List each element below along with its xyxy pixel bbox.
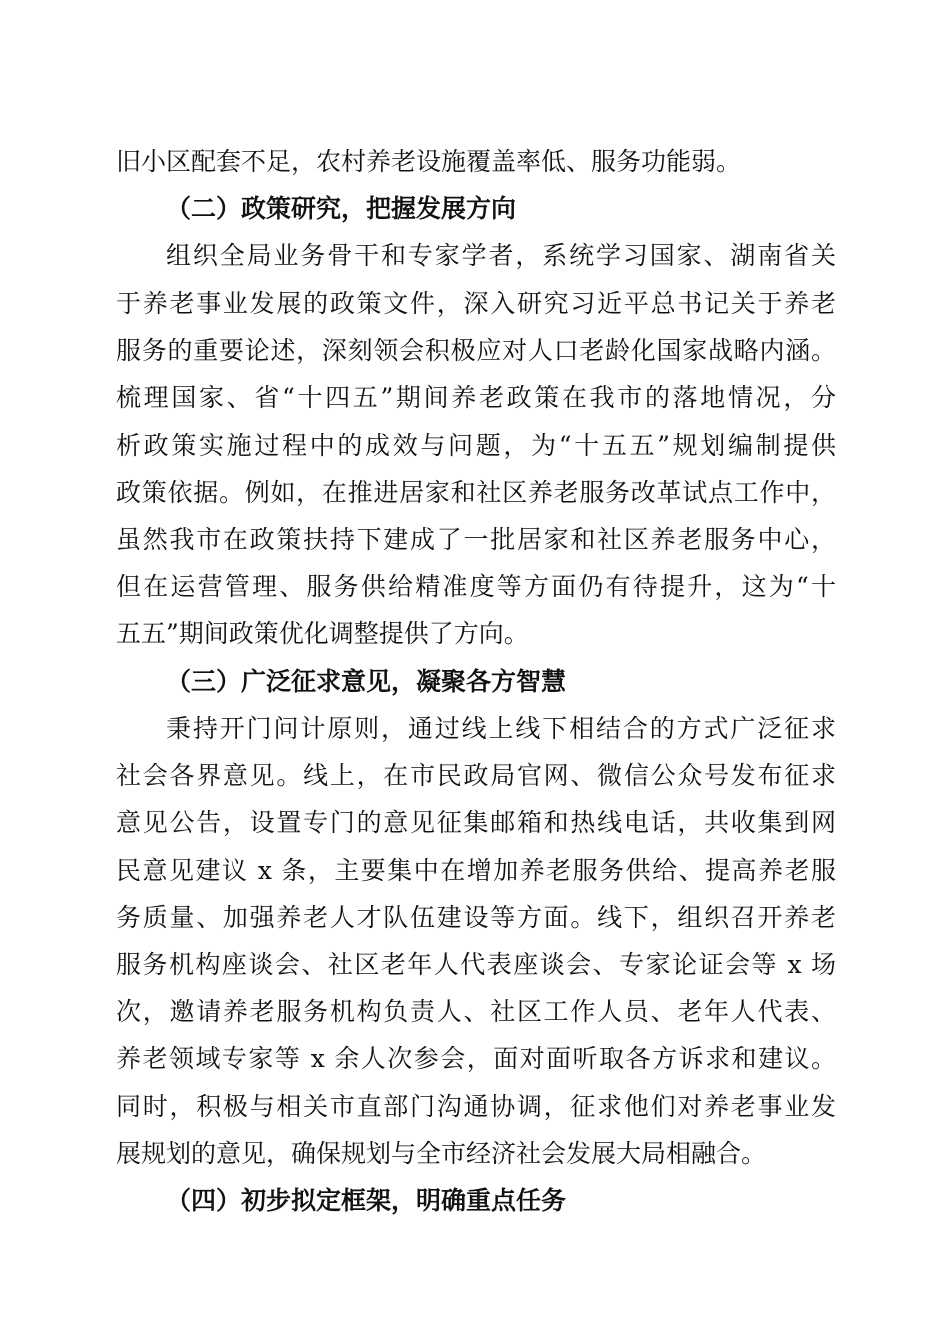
paragraph-line: 务质量、加强养老人才队伍建设等方面。线下，组织召开养老 — [116, 903, 836, 932]
paragraph-line: 服务机构座谈会、社区老年人代表座谈会、专家论证会等 x 场 — [116, 950, 836, 979]
paragraph-line: 展规划的意见，确保规划与全市经济社会发展大局相融合。 — [116, 1139, 767, 1168]
paragraph-line: 服务的重要论述，深刻领会积极应对人口老龄化国家战略内涵。 — [116, 336, 836, 365]
paragraph-line: 组织全局业务骨干和专家学者，系统学习国家、湖南省关 — [166, 241, 836, 270]
paragraph-line: 意见公告，设置专门的意见征集邮箱和热线电话，共收集到网 — [116, 808, 836, 837]
paragraph-line: 养老领域专家等 x 余人次参会，面对面听取各方诉求和建议。 — [116, 1044, 836, 1073]
section-heading: （四）初步拟定框架，明确重点任务 — [166, 1186, 567, 1215]
paragraph-line: 政策依据。例如，在推进居家和社区养老服务改革试点工作中， — [116, 478, 836, 507]
paragraph-line: 于养老事业发展的政策文件，深入研究习近平总书记关于养老 — [116, 289, 836, 318]
paragraph-line: 析政策实施过程中的成效与问题，为“十五五”规划编制提供 — [116, 431, 836, 460]
paragraph-line: 同时，积极与相关市直部门沟通协调，征求他们对养老事业发 — [116, 1092, 836, 1121]
section-heading: （三）广泛征求意见，凝聚各方智慧 — [166, 667, 567, 696]
paragraph-line: 梳理国家、省“十四五”期间养老政策在我市的落地情况，分 — [116, 383, 836, 412]
paragraph-line: 民意见建议 x 条，主要集中在增加养老服务供给、提高养老服 — [116, 856, 836, 885]
paragraph-line: 但在运营管理、服务供给精准度等方面仍有待提升，这为“十 — [116, 572, 836, 601]
section-heading: （二）政策研究，把握发展方向 — [166, 194, 517, 223]
paragraph-line: 次，邀请养老服务机构负责人、社区工作人员、老年人代表、 — [116, 997, 836, 1026]
paragraph-line: 秉持开门问计原则，通过线上线下相结合的方式广泛征求 — [166, 714, 836, 743]
paragraph-line: 旧小区配套不足，农村养老设施覆盖率低、服务功能弱。 — [116, 147, 742, 176]
paragraph-line: 虽然我市在政策扶持下建成了一批居家和社区养老服务中心， — [116, 525, 836, 554]
paragraph-line: 社会各界意见。线上，在市民政局官网、微信公众号发布征求 — [116, 761, 836, 790]
paragraph-line: 五五”期间政策优化调整提供了方向。 — [116, 619, 529, 648]
